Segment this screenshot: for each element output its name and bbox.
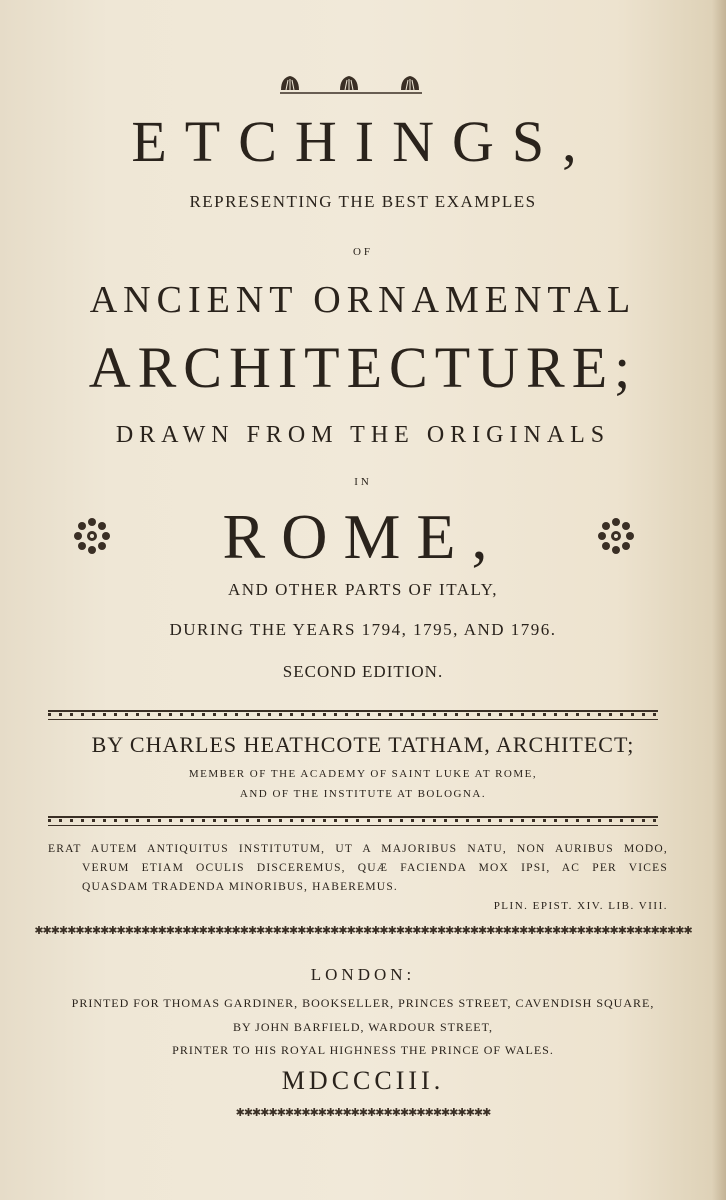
epigraph-line: VERUM ETIAM OCULIS DISCEREMUS, QUÆ FACIENDA MOX IPSI, AC PER VICES: [82, 862, 668, 874]
epigraph-line: ERAT AUTEM ANTIQUITUS INSTITUTUM, UT A MAJORIBUS NATU, NON AURIBUS MODO,: [48, 843, 668, 855]
word-of: OF: [352, 246, 374, 258]
epigraph-line: QUASDAM TRADENDA MINORIBUS, HABEREMUS.: [82, 881, 398, 893]
star-row-divider: ✱✱✱✱✱✱✱✱✱✱✱✱✱✱✱✱✱✱✱✱✱✱✱✱✱✱✱✱✱✱✱✱✱✱✱✱✱✱✱✱✱✱✱✱✱✱✱✱✱✱✱✱✱✱✱✱✱✱✱✱✱✱✱✱✱✱✱✱✱✱✱✱✱✱✱✱✱✱✱✱: [34, 925, 692, 937]
imprint-line: PRINTER TO HIS ROYAL HIGHNESS THE PRINCE OF WALES.: [172, 1043, 554, 1057]
imprint-line: BY JOHN BARFIELD, WARDOUR STREET,: [232, 1020, 494, 1034]
imprint-city: LONDON:: [310, 965, 416, 984]
ornamental-rule: [48, 816, 658, 826]
epigraph-citation: PLIN. EPIST. XIV. LIB. VIII.: [493, 900, 668, 912]
ornamental-rule: [48, 710, 658, 720]
author-membership-1: MEMBER OF THE ACADEMY OF SAINT LUKE AT ROME,: [188, 768, 538, 780]
author-line: BY CHARLES HEATHCOTE TATHAM, ARCHITECT;: [91, 732, 635, 757]
subtitle-years: DURING THE YEARS 1794, 1795, AND 1796.: [169, 620, 557, 639]
word-in: IN: [354, 476, 372, 488]
place-rome: ROME,: [222, 501, 504, 572]
subtitle-drawn-from: DRAWN FROM THE ORIGINALS: [115, 422, 611, 448]
star-row-divider: ✱✱✱✱✱✱✱✱✱✱✱✱✱✱✱✱✱✱✱✱✱✱✱✱✱✱✱✱✱✱✱: [235, 1107, 491, 1119]
palmette-ornament-icon: [276, 70, 426, 96]
rosette-icon: [594, 514, 638, 558]
main-title: ETCHINGS,: [131, 109, 595, 174]
subtitle-ancient-ornamental: ANCIENT ORNAMENTAL: [89, 279, 637, 321]
imprint-year: MDCCCIII.: [281, 1066, 445, 1095]
latin-epigraph: [48, 840, 668, 897]
edition-statement: SECOND EDITION.: [282, 662, 444, 681]
author-membership-2: AND OF THE INSTITUTE AT BOLOGNA.: [239, 788, 487, 800]
imprint-line: PRINTED FOR THOMAS GARDINER, BOOKSELLER, PRINCES STREET, CAVENDISH SQUARE,: [71, 996, 655, 1010]
subtitle-representing: REPRESENTING THE BEST EXAMPLES: [189, 192, 537, 211]
subtitle-other-parts: AND OTHER PARTS OF ITALY,: [227, 580, 499, 599]
subtitle-architecture: ARCHITECTURE;: [88, 335, 638, 400]
